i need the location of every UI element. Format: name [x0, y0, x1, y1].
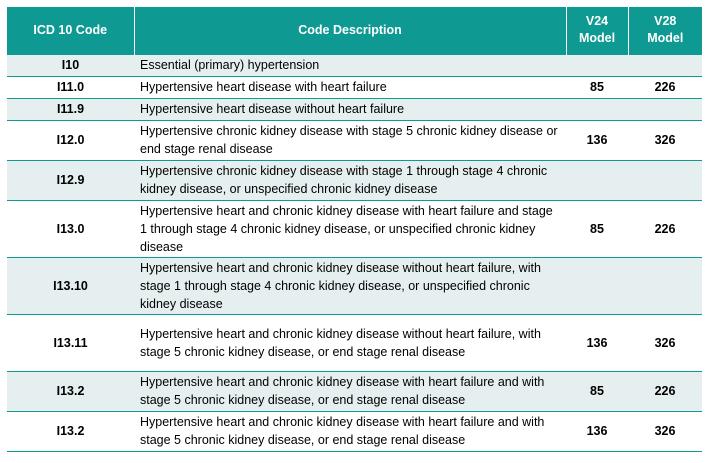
v24-cell: 136: [566, 411, 628, 451]
icd-code-cell: I12.9: [7, 160, 134, 200]
description-cell: Hypertensive chronic kidney disease with stage 1 through stage 4 chronic kidney disease, or unspecified chronic kidney disease: [134, 160, 566, 200]
v24-cell: 136: [566, 314, 628, 371]
v28-cell: [628, 257, 702, 314]
table-row: [7, 371, 702, 411]
icd-code-cell: I13.10: [7, 257, 134, 314]
table-row: [7, 98, 702, 120]
icd-code-cell: I12.0: [7, 120, 134, 160]
icd-code-cell: I13.2: [7, 371, 134, 411]
description-cell: Hypertensive chronic kidney disease with stage 5 chronic kidney disease or end stage renal disease: [134, 120, 566, 160]
v24-cell: [566, 54, 628, 76]
table-row: [7, 200, 702, 257]
table-row: [7, 314, 702, 371]
v24-cell: [566, 160, 628, 200]
icd-code-cell: I11.0: [7, 76, 134, 98]
icd-code-cell: I10: [7, 54, 134, 76]
table-row: [7, 257, 702, 314]
header-v28-line2: Model: [647, 31, 684, 46]
header-v24-line1: V24: [585, 14, 609, 29]
v28-cell: 326: [628, 411, 702, 451]
v28-cell: [628, 54, 702, 76]
icd-code-cell: I11.9: [7, 98, 134, 120]
description-cell: Hypertensive heart disease with heart failure: [134, 76, 566, 98]
header-code-description: Code Description: [134, 7, 566, 54]
v28-cell: [628, 98, 702, 120]
table-row: [7, 76, 702, 98]
v28-cell: 326: [628, 314, 702, 371]
description-cell: Hypertensive heart and chronic kidney disease without heart failure, with stage 5 chronic kidney disease, or end stage renal disease: [134, 314, 566, 371]
icd-code-cell: I13.11: [7, 314, 134, 371]
description-cell: Hypertensive heart and chronic kidney disease with heart failure and stage 1 through stage 4 chronic kidney disease, or unspecified chronic kidney disease: [134, 200, 566, 257]
icd-table-container: [7, 7, 702, 452]
v28-cell: 226: [628, 371, 702, 411]
icd-code-table: [7, 7, 702, 452]
v24-cell: 85: [566, 76, 628, 98]
v28-cell: 326: [628, 120, 702, 160]
v28-cell: 226: [628, 200, 702, 257]
v28-cell: [628, 160, 702, 200]
header-icd-code: ICD 10 Code: [7, 7, 134, 54]
description-cell: Hypertensive heart and chronic kidney disease with heart failure and with stage 5 chronic kidney disease, or end stage renal disease: [134, 371, 566, 411]
description-cell: Hypertensive heart and chronic kidney disease without heart failure, with stage 1 through stage 4 chronic kidney disease, or unspecified chronic kidney disease: [134, 257, 566, 314]
icd-code-cell: I13.0: [7, 200, 134, 257]
v24-cell: 85: [566, 371, 628, 411]
header-v28-line1: V28: [654, 14, 677, 29]
v28-cell: 226: [628, 76, 702, 98]
v24-cell: 136: [566, 120, 628, 160]
table-body: [7, 54, 702, 451]
description-cell: Hypertensive heart and chronic kidney disease with heart failure and with stage 5 chronic kidney disease, or end stage renal disease: [134, 411, 566, 451]
v24-cell: [566, 98, 628, 120]
table-header: [7, 7, 702, 54]
v24-cell: 85: [566, 200, 628, 257]
table-row: [7, 120, 702, 160]
description-cell: Essential (primary) hypertension: [134, 54, 566, 76]
icd-code-cell: I13.2: [7, 411, 134, 451]
table-row: [7, 160, 702, 200]
table-row: [7, 411, 702, 451]
header-v24-model: [566, 7, 628, 54]
header-v24-line2: Model: [578, 31, 616, 46]
description-cell: Hypertensive heart disease without heart failure: [134, 98, 566, 120]
v24-cell: [566, 257, 628, 314]
header-v28-model: [628, 7, 702, 54]
table-row: [7, 54, 702, 76]
